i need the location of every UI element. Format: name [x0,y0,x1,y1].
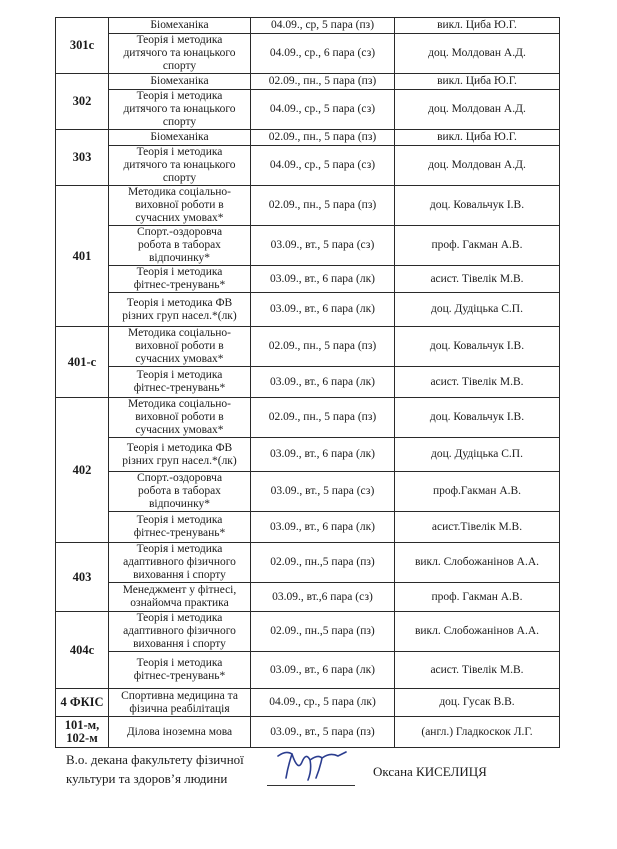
teacher-cell: (англ.) Гладкоскок Л.Г. [395,717,560,748]
table-row [56,472,560,512]
date-cell: 04.09., ср., 5 пара (сз) [251,90,395,130]
date-cell: 02.09., пн.,5 пара (пз) [251,543,395,583]
group-cell: 303 [56,130,109,186]
teacher-cell: проф. Гакман А.В. [395,226,560,266]
teacher-cell: проф. Гакман А.В. [395,583,560,612]
table-row [56,367,560,398]
table-row [56,226,560,266]
date-cell: 02.09., пн., 5 пара (пз) [251,74,395,90]
signature-line [267,785,355,786]
date-cell: 03.09., вт., 5 пара (сз) [251,472,395,512]
subject-cell: Біомеханіка [109,130,251,146]
subject-cell: Теорія і методика ФВ різних груп насел.*(лк) [109,438,251,472]
date-cell: 02.09., пн., 5 пара (пз) [251,398,395,438]
subject-cell: Теорія і методика дитячого та юнацького спорту [109,90,251,130]
date-cell: 04.09., ср, 5 пара (пз) [251,18,395,34]
group-cell: 302 [56,74,109,130]
group-cell: 101-м, 102-м [56,717,109,748]
teacher-cell: проф.Гакман А.В. [395,472,560,512]
table-row [56,717,560,748]
table-row [56,34,560,74]
table-row [56,652,560,689]
date-cell: 04.09., ср., 5 пара (сз) [251,146,395,186]
teacher-cell: доц. Молдован А.Д. [395,90,560,130]
table-row [56,512,560,543]
table-row [56,18,560,34]
table-row [56,612,560,652]
teacher-cell: викл. Слобожанінов А.А. [395,612,560,652]
teacher-cell: доц. Молдован А.Д. [395,146,560,186]
teacher-cell: доц. Ковальчук І.В. [395,398,560,438]
subject-cell: Біомеханіка [109,18,251,34]
group-cell: 401 [56,186,109,327]
group-cell: 301с [56,18,109,74]
subject-cell: Теорія і методика фітнес-тренувань* [109,512,251,543]
group-cell: 402 [56,398,109,543]
subject-cell: Методика соціально- виховної роботи в сучасних умовах* [109,398,251,438]
teacher-cell: викл. Циба Ю.Г. [395,130,560,146]
teacher-cell: доц. Дудіцька С.П. [395,293,560,327]
subject-cell: Методика соціально- виховної роботи в сучасних умовах* [109,327,251,367]
handwritten-signature-icon [272,748,352,786]
date-cell: 04.09., ср., 5 пара (лк) [251,689,395,717]
teacher-cell: викл. Слобожанінов А.А. [395,543,560,583]
subject-cell: Теорія і методика фітнес-тренувань* [109,652,251,689]
date-cell: 03.09., вт., 6 пара (лк) [251,293,395,327]
table-row [56,130,560,146]
subject-cell: Теорія і методика дитячого та юнацького спорту [109,146,251,186]
teacher-cell: доц. Гусак В.В. [395,689,560,717]
schedule-table-body [56,18,560,748]
teacher-cell: асист.Тівелік М.В. [395,512,560,543]
subject-cell: Біомеханіка [109,74,251,90]
table-row [56,74,560,90]
teacher-cell: доц. Ковальчук І.В. [395,327,560,367]
group-cell: 404с [56,612,109,689]
table-row [56,266,560,293]
subject-cell: Теорія і методика фітнес-тренувань* [109,367,251,398]
group-cell: 403 [56,543,109,612]
teacher-cell: доц. Молдован А.Д. [395,34,560,74]
date-cell: 03.09., вт., 6 пара (лк) [251,266,395,293]
date-cell: 02.09., пн., 5 пара (пз) [251,130,395,146]
subject-cell: Теорія і методика дитячого та юнацького спорту [109,34,251,74]
table-row [56,186,560,226]
teacher-cell: доц. Ковальчук І.В. [395,186,560,226]
table-row [56,327,560,367]
date-cell: 03.09., вт., 6 пара (лк) [251,438,395,472]
date-cell: 03.09., вт., 6 пара (лк) [251,512,395,543]
teacher-cell: викл. Циба Ю.Г. [395,18,560,34]
subject-cell: Методика соціально- виховної роботи в сучасних умовах* [109,186,251,226]
date-cell: 02.09., пн., 5 пара (пз) [251,186,395,226]
subject-cell: Ділова іноземна мова [109,717,251,748]
signatory-name: Оксана КИСЕЛИЦЯ [373,764,487,779]
table-row [56,543,560,583]
teacher-cell: доц. Дудіцька С.П. [395,438,560,472]
subject-cell: Спорт.-оздоровча робота в таборах відпочинку* [109,472,251,512]
subject-cell: Теорія і методика адаптивного фізичного виховання і спорту [109,543,251,583]
signature-title-line2: культури та здоров’я людини [66,771,228,786]
teacher-cell: викл. Циба Ю.Г. [395,74,560,90]
signature-title-line1: В.о. декана факультету фізичної [66,752,244,767]
table-row [56,583,560,612]
teacher-cell: асист. Тівелік М.В. [395,367,560,398]
subject-cell: Теорія і методика адаптивного фізичного виховання і спорту [109,612,251,652]
table-row [56,689,560,717]
subject-cell: Теорія і методика ФВ різних груп насел.*(лк) [109,293,251,327]
table-row [56,398,560,438]
subject-cell: Менеджмент у фітнесі, ознайомча практика [109,583,251,612]
table-row [56,146,560,186]
date-cell: 03.09., вт.,6 пара (сз) [251,583,395,612]
date-cell: 03.09., вт., 5 пара (пз) [251,717,395,748]
subject-cell: Спортивна медицина та фізична реабілітація [109,689,251,717]
group-cell: 4 ФКІС [56,689,109,717]
date-cell: 03.09., вт., 5 пара (сз) [251,226,395,266]
group-cell: 401-с [56,327,109,398]
table-row [56,438,560,472]
table-row [56,293,560,327]
schedule-table [55,17,560,748]
teacher-cell: асист. Тівелік М.В. [395,266,560,293]
table-row [56,90,560,130]
date-cell: 03.09., вт., 6 пара (лк) [251,367,395,398]
date-cell: 02.09., пн.,5 пара (пз) [251,612,395,652]
date-cell: 03.09., вт., 6 пара (лк) [251,652,395,689]
date-cell: 02.09., пн., 5 пара (пз) [251,327,395,367]
date-cell: 04.09., ср., 6 пара (сз) [251,34,395,74]
subject-cell: Спорт.-оздоровча робота в таборах відпочинку* [109,226,251,266]
teacher-cell: асист. Тівелік М.В. [395,652,560,689]
subject-cell: Теорія і методика фітнес-тренувань* [109,266,251,293]
